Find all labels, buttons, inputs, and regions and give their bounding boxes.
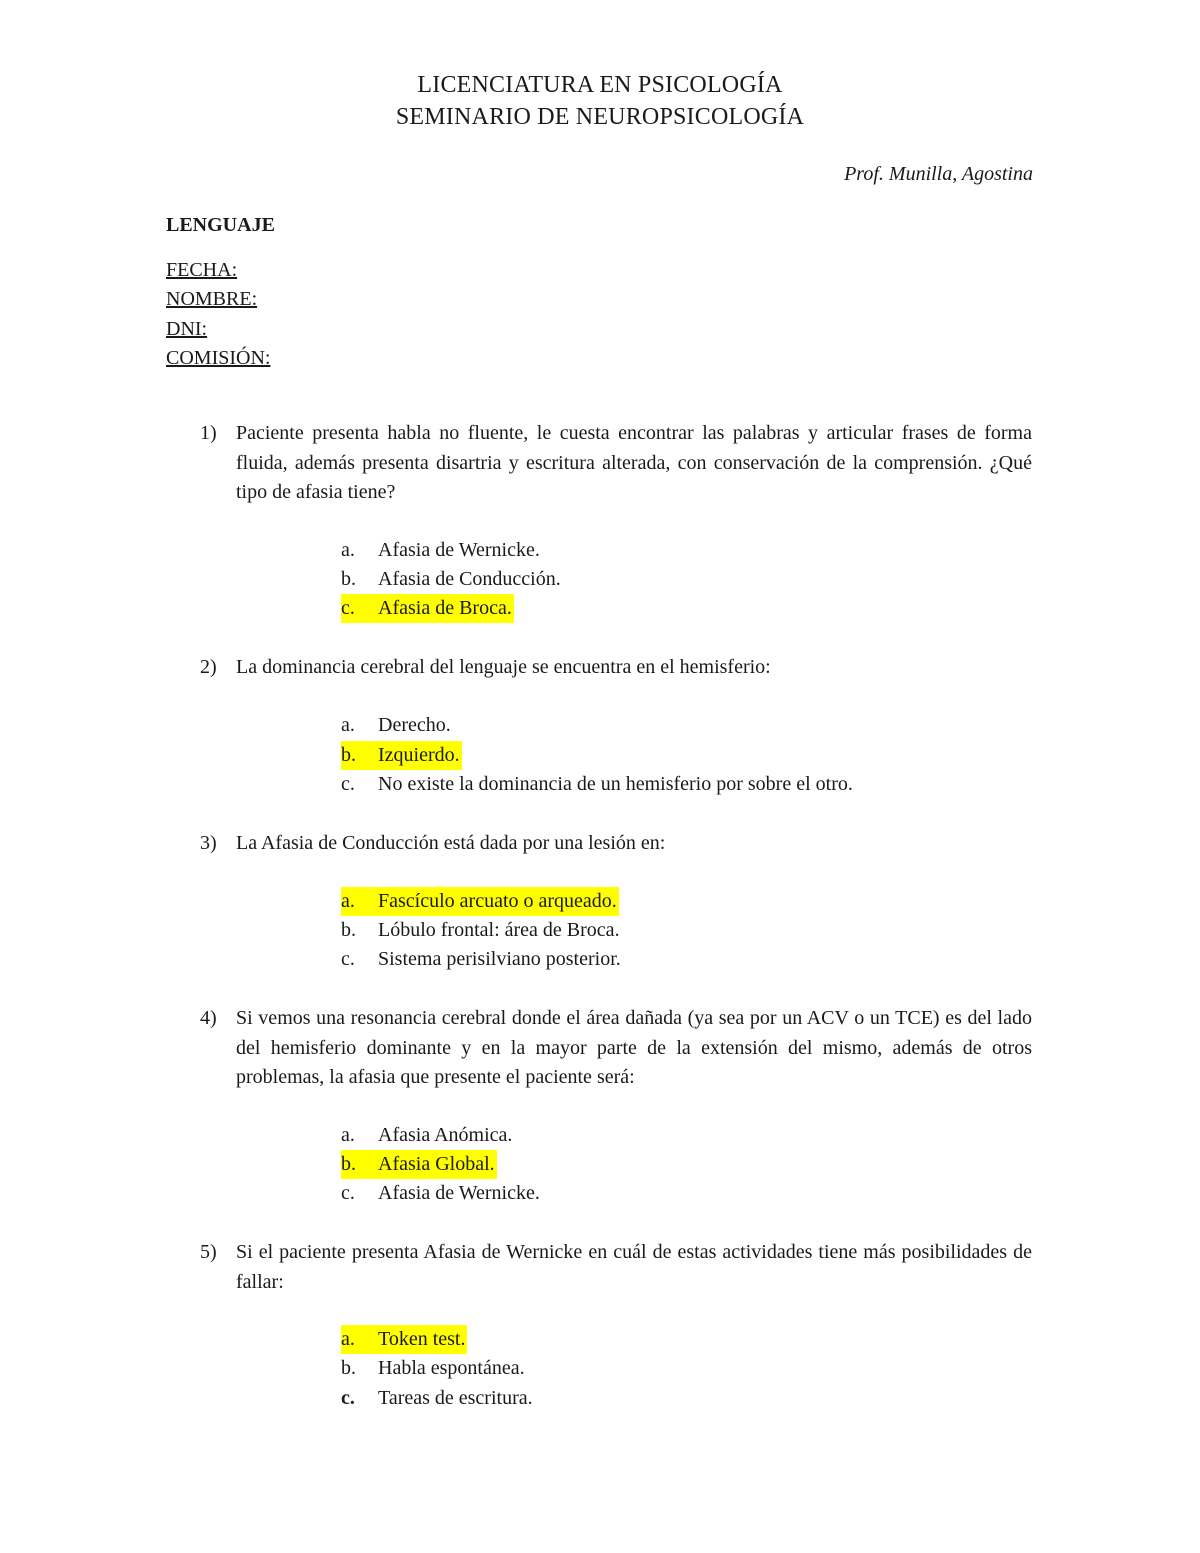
- option-item: [341, 770, 855, 799]
- option-item: [341, 1384, 535, 1413]
- option-text: Fascículo arcuato o arqueado.: [378, 890, 617, 912]
- document-subtitle: SEMINARIO DE NEUROPSICOLOGÍA: [395, 104, 805, 130]
- option-item: [341, 1354, 527, 1383]
- option-letter: a.: [341, 890, 355, 912]
- option-item: [341, 1121, 514, 1150]
- option-letter: a.: [341, 1124, 355, 1146]
- question-number: 4): [200, 1007, 217, 1029]
- option-text: Afasia de Conducción.: [378, 568, 561, 590]
- option-text: Afasia de Broca.: [378, 597, 512, 619]
- professor-name: Prof. Munilla, Agostina: [844, 163, 1033, 185]
- option-text: Afasia Anómica.: [378, 1124, 513, 1146]
- option-item: [341, 1179, 542, 1208]
- option-item: [341, 536, 542, 565]
- option-letter: a.: [341, 539, 355, 561]
- option-item-answer: [341, 887, 619, 916]
- option-text: No existe la dominancia de un hemisferio por sobre el otro.: [378, 773, 853, 795]
- option-letter: c.: [341, 773, 355, 795]
- option-text: Afasia Global.: [378, 1153, 495, 1175]
- question-number: 3): [200, 832, 217, 854]
- question-text: Si vemos una resonancia cerebral donde el área dañada (ya sea por un ACV o un TCE) es del lado del hemisferio dominante y en la mayor parte de la extensión del mismo, además de otros problemas, la afasia que presente el paciente será:: [236, 1007, 1032, 1088]
- option-letter: c.: [341, 1387, 355, 1409]
- option-item-answer: [341, 1325, 467, 1354]
- option-text: Afasia de Wernicke.: [378, 1182, 540, 1204]
- answer-highlight: [341, 594, 514, 623]
- option-text: Izquierdo.: [378, 744, 460, 766]
- question-3: [166, 829, 1032, 859]
- section-title: LENGUAJE: [166, 214, 275, 236]
- question-1: [166, 419, 1032, 508]
- option-item-answer: [341, 1150, 497, 1179]
- answer-highlight: [341, 1150, 497, 1179]
- option-text: Lóbulo frontal: área de Broca.: [378, 919, 620, 941]
- question-number: 1): [200, 422, 217, 444]
- option-letter: c.: [341, 1182, 355, 1204]
- option-letter: b.: [341, 744, 356, 766]
- answer-highlight: [341, 887, 619, 916]
- question-5: [166, 1238, 1032, 1297]
- option-text: Token test.: [378, 1328, 466, 1350]
- field-comision: COMISIÓN:: [166, 347, 271, 369]
- option-item: [341, 565, 563, 594]
- question-text: La Afasia de Conducción está dada por una lesión en:: [236, 832, 666, 854]
- question-number: 5): [200, 1241, 217, 1263]
- answer-highlight: [341, 741, 462, 770]
- question-4: [166, 1004, 1032, 1093]
- option-item: [341, 945, 623, 974]
- option-item-answer: [341, 594, 514, 623]
- option-letter: b.: [341, 1357, 356, 1379]
- option-text: Tareas de escritura.: [378, 1387, 533, 1409]
- question-text: La dominancia cerebral del lenguaje se encuentra en el hemisferio:: [236, 656, 771, 678]
- option-letter: b.: [341, 568, 356, 590]
- question-2: [166, 653, 1032, 683]
- option-text: Afasia de Wernicke.: [378, 539, 540, 561]
- document-title: LICENCIATURA EN PSICOLOGÍA: [417, 72, 783, 98]
- option-letter: b.: [341, 1153, 356, 1175]
- field-nombre: NOMBRE:: [166, 288, 258, 310]
- field-fecha: FECHA:: [166, 259, 238, 281]
- option-text: Derecho.: [378, 714, 451, 736]
- question-text: Si el paciente presenta Afasia de Wernicke en cuál de estas actividades tiene más posibilidades de fallar:: [236, 1241, 1032, 1293]
- option-item-answer: [341, 741, 462, 770]
- option-letter: b.: [341, 919, 356, 941]
- option-text: Sistema perisilviano posterior.: [378, 948, 621, 970]
- option-letter: a.: [341, 1328, 355, 1350]
- question-number: 2): [200, 656, 217, 678]
- option-letter: a.: [341, 714, 355, 736]
- option-item: [341, 916, 622, 945]
- option-item: [341, 711, 453, 740]
- option-text: Habla espontánea.: [378, 1357, 525, 1379]
- question-text: Paciente presenta habla no fluente, le cuesta encontrar las palabras y articular frases de forma fluida, además presenta disartria y escritura alterada, con conservación de la comprensión. ¿Qué tipo de afasia tiene?: [236, 422, 1032, 503]
- answer-highlight: [341, 1325, 467, 1354]
- field-dni: DNI:: [166, 318, 208, 340]
- option-letter: c.: [341, 948, 355, 970]
- option-letter: c.: [341, 597, 355, 619]
